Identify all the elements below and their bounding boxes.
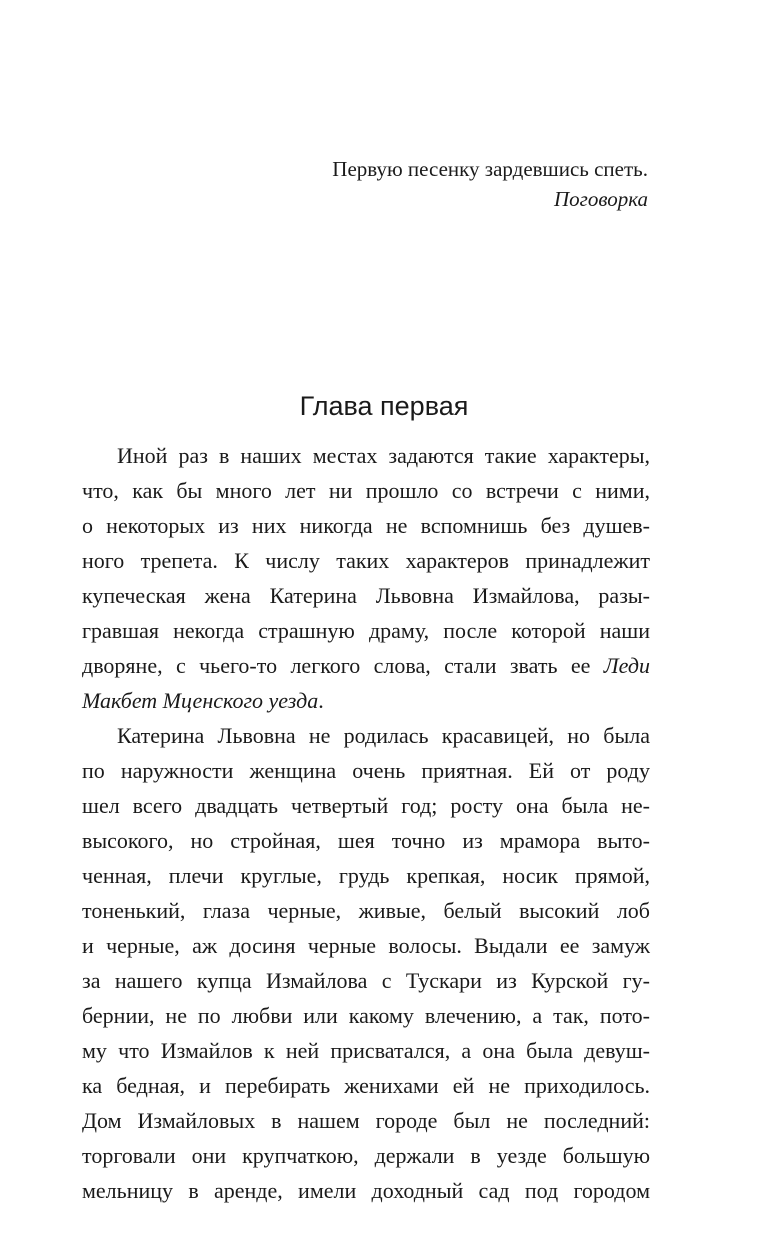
text-line: торговали они крупчаткою, держали в уезде большую xyxy=(82,1143,650,1168)
text-line: мельницу в аренде, имели доходный сад под городом xyxy=(82,1178,650,1203)
text-line: что, как бы много лет ни прошло со встречи с ними, xyxy=(82,478,650,503)
text-line: бернии, не по любви или какому влечению, а так, пото- xyxy=(82,1003,650,1028)
text-line: о некоторых из них никогда не вспомнишь без душев- xyxy=(82,513,650,538)
text-line: Катерина Львовна не родилась красавицей, но была xyxy=(117,723,650,748)
text-line: тоненький, глаза черные, живые, белый высокий лоб xyxy=(82,898,650,923)
italic-title-fragment: Макбет Мценского уезда xyxy=(82,688,319,713)
text-line: ка бедная, и перебирать женихами ей не приходилось. xyxy=(82,1073,650,1098)
chapter-text xyxy=(82,438,650,1208)
text-line: Макбет Мценского уезда. xyxy=(82,688,324,713)
text-line: гравшая некогда страшную драму, после которой наши xyxy=(82,618,650,643)
text-line: шел всего двадцать четвертый год; росту она была не- xyxy=(82,793,650,818)
text-line: купеческая жена Катерина Львовна Измайлова, разы- xyxy=(82,583,650,608)
text-line: и черные, аж досиня черные волосы. Выдали ее замуж xyxy=(82,933,650,958)
epigraph xyxy=(332,154,648,214)
epigraph-line: Первую песенку зардевшись спеть. xyxy=(332,157,648,181)
text-line: ного трепета. К числу таких характеров принадлежит xyxy=(82,548,650,573)
text-line: ченная, плечи круглые, грудь крепкая, носик прямой, xyxy=(82,863,650,888)
text-line: по наружности женщина очень приятная. Ей от роду xyxy=(82,758,650,783)
text-line: за нашего купца Измайлова с Тускари из Курской гу- xyxy=(82,968,650,993)
chapter-title: Глава первая xyxy=(299,391,469,421)
text-line: дворяне, с чьего-то легкого слова, стали звать ее Леди xyxy=(82,653,650,678)
text-line: Иной раз в наших местах задаются такие характеры, xyxy=(117,443,650,468)
text-line: Дом Измайловых в нашем городе был не последний: xyxy=(82,1108,650,1133)
text-line: высокого, но стройная, шея точно из мрамора выто- xyxy=(82,828,650,853)
epigraph-source: Поговорка xyxy=(554,187,648,211)
italic-title-fragment: Леди xyxy=(603,653,650,678)
text-line: му что Измайлов к ней присватался, а она была девуш- xyxy=(82,1038,650,1063)
